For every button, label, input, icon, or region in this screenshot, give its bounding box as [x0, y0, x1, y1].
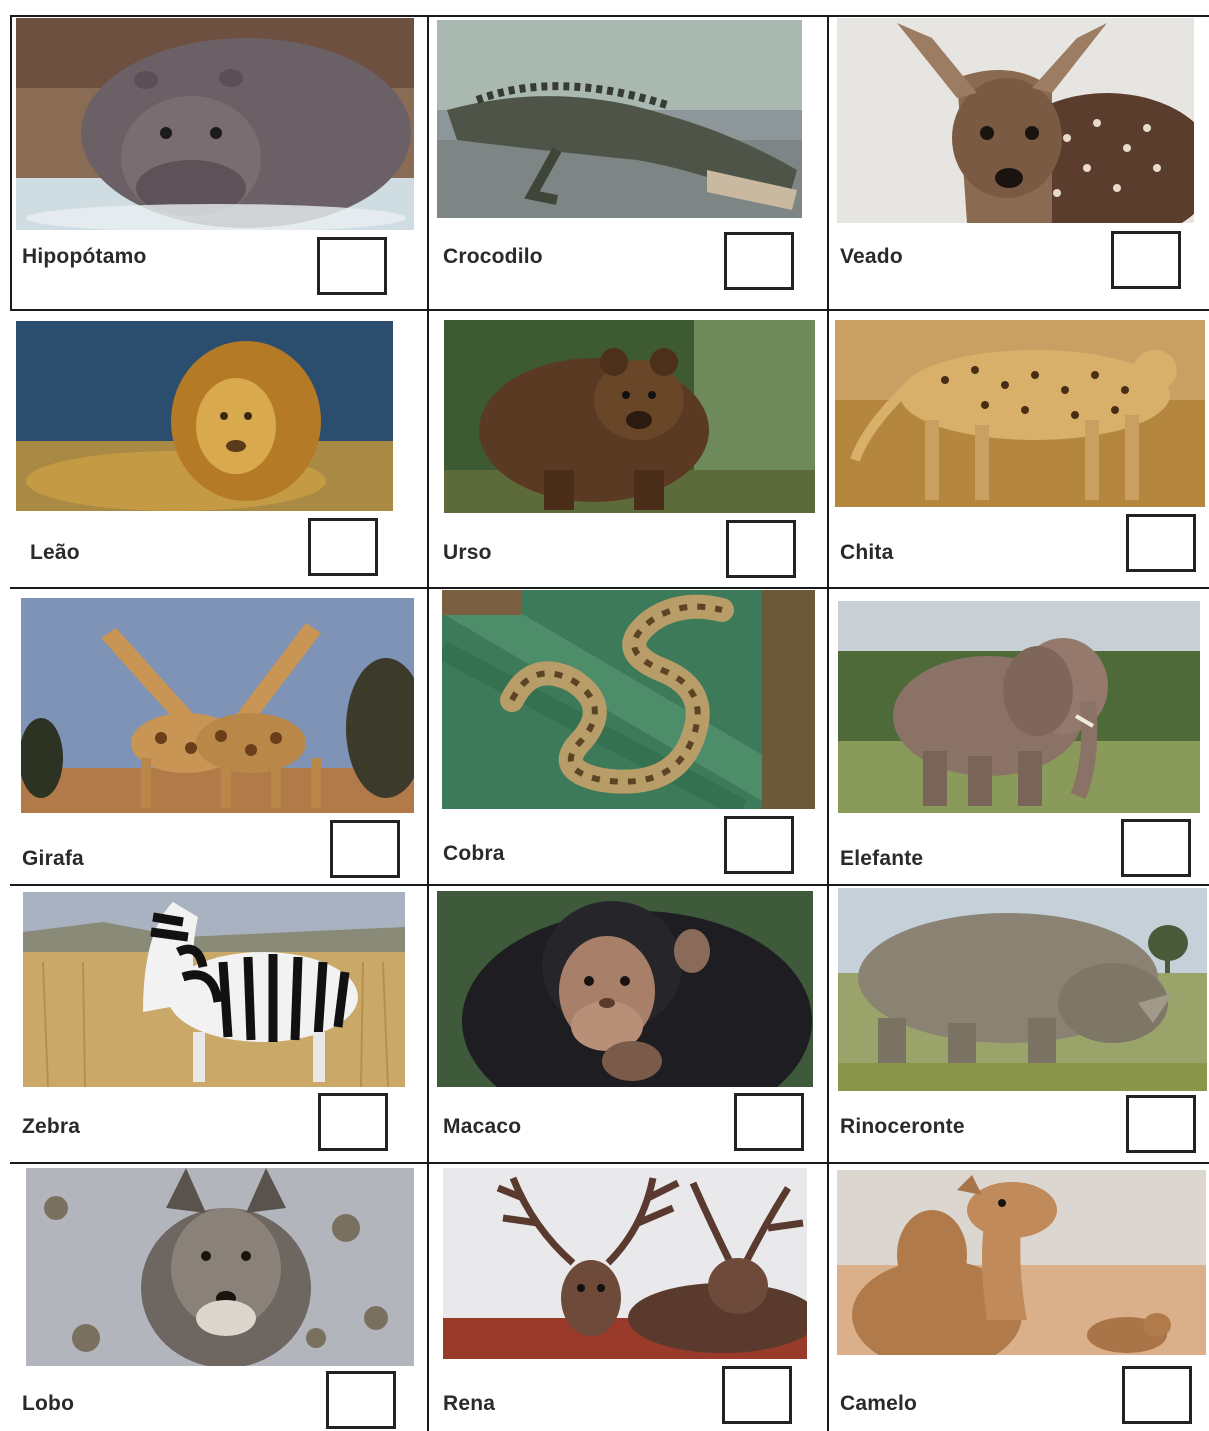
giraffe-photo	[21, 598, 414, 813]
checkbox[interactable]	[1122, 1366, 1192, 1424]
checkbox[interactable]	[722, 1366, 792, 1424]
card-label: Cobra	[443, 842, 505, 865]
checkbox[interactable]	[1111, 231, 1181, 289]
card-label: Lobo	[22, 1392, 75, 1415]
card-label: Girafa	[22, 847, 84, 870]
zebra-photo	[23, 892, 405, 1087]
grid-line	[10, 884, 1209, 886]
reindeer-photo	[443, 1168, 807, 1359]
checkbox[interactable]	[330, 820, 400, 878]
checkbox[interactable]	[308, 518, 378, 576]
card-label: Hipopótamo	[22, 245, 147, 268]
checkbox[interactable]	[734, 1093, 804, 1151]
grid-line	[10, 15, 12, 310]
checkbox[interactable]	[318, 1093, 388, 1151]
checkbox[interactable]	[724, 232, 794, 290]
crocodile-photo	[437, 20, 802, 218]
checkbox[interactable]	[317, 237, 387, 295]
rhinoceros-photo	[838, 888, 1207, 1091]
snake-photo	[442, 590, 815, 809]
checkbox[interactable]	[726, 520, 796, 578]
card-label: Rena	[443, 1392, 496, 1415]
cheetah-photo	[835, 320, 1205, 507]
grid-line	[10, 1162, 1209, 1164]
checkbox[interactable]	[1121, 819, 1191, 877]
wolf-photo	[26, 1168, 414, 1366]
card-label: Macaco	[443, 1115, 522, 1138]
elephant-photo	[838, 601, 1200, 813]
checkbox[interactable]	[724, 816, 794, 874]
card-label: Chita	[840, 541, 894, 564]
bear-photo	[444, 320, 815, 513]
card-label: Leão	[30, 541, 80, 564]
card-label: Veado	[840, 245, 903, 268]
camel-photo	[837, 1170, 1206, 1355]
lion-photo	[16, 321, 393, 511]
checkbox[interactable]	[1126, 514, 1196, 572]
card-label: Elefante	[840, 847, 924, 870]
grid-line	[427, 15, 429, 1431]
checkbox[interactable]	[1126, 1095, 1196, 1153]
card-label: Camelo	[840, 1392, 918, 1415]
card-label: Rinoceronte	[840, 1115, 965, 1138]
deer-photo	[837, 18, 1194, 223]
card-label: Zebra	[22, 1115, 81, 1138]
grid-line	[827, 15, 829, 1431]
grid-line	[10, 587, 1209, 589]
chimpanzee-photo	[437, 891, 813, 1087]
grid-line	[10, 309, 1209, 311]
card-label: Urso	[443, 541, 492, 564]
card-label: Crocodilo	[443, 245, 543, 268]
grid-line	[10, 15, 1209, 17]
checkbox[interactable]	[326, 1371, 396, 1429]
hippo-photo	[16, 18, 414, 230]
